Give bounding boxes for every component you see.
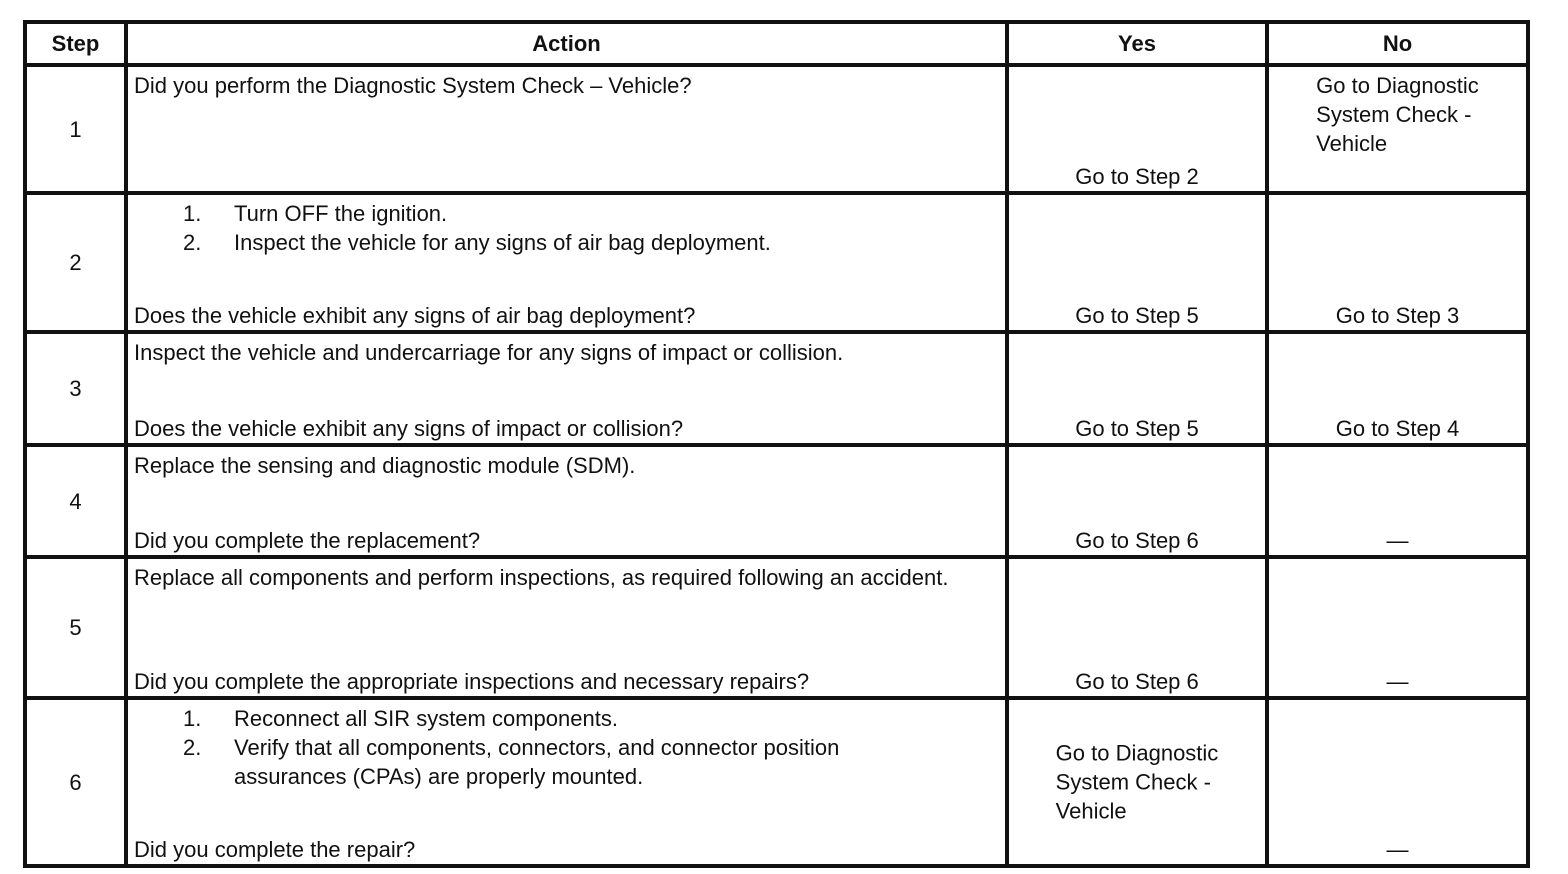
table-row <box>25 332 1528 445</box>
yes-result: Go to Step 6 <box>1075 528 1199 553</box>
no-result: Go to Step 3 <box>1335 303 1460 328</box>
no-cell <box>1267 332 1528 445</box>
yes-result: Go to Diagnostic System Check - Vehicle <box>1055 740 1219 824</box>
table-row <box>25 193 1528 332</box>
yes-cell <box>1007 332 1267 445</box>
step-number: 6 <box>25 698 126 866</box>
table-row <box>25 557 1528 698</box>
action-cell <box>126 65 1007 193</box>
action-cell <box>126 698 1007 866</box>
no-result: Go to Step 4 <box>1335 416 1460 441</box>
action-question: Does the vehicle exhibit any signs of impact or collision? <box>134 416 684 441</box>
action-text: Replace the sensing and diagnostic module (SDM). <box>134 453 636 478</box>
step-number: 4 <box>25 445 126 557</box>
yes-result: Go to Step 5 <box>1075 416 1199 441</box>
substep-item: 1. Turn OFF the ignition. <box>183 201 448 226</box>
substep-item: 2. Inspect the vehicle for any signs of air bag deployment. <box>183 230 771 255</box>
header-yes: Yes <box>1007 22 1267 65</box>
header-no: No <box>1267 22 1528 65</box>
yes-cell <box>1007 445 1267 557</box>
step-number: 5 <box>25 557 126 698</box>
action-question: Does the vehicle exhibit any signs of air bag deployment? <box>134 303 696 328</box>
no-cell <box>1267 557 1528 698</box>
substep-list <box>134 199 999 257</box>
substep-item: 2. Verify that all components, connectors, and connector position assurances (CPAs) are properly mounted. <box>183 735 840 789</box>
yes-cell <box>1007 193 1267 332</box>
no-result: — <box>1386 669 1409 694</box>
yes-cell <box>1007 65 1267 193</box>
no-result: — <box>1386 837 1409 862</box>
header-action: Action <box>126 22 1007 65</box>
yes-cell <box>1007 557 1267 698</box>
yes-result: Go to Step 6 <box>1075 669 1199 694</box>
header-step: Step <box>25 22 126 65</box>
yes-result: Go to Step 5 <box>1075 303 1199 328</box>
action-text: Replace all components and perform inspections, as required following an accident. <box>134 565 949 590</box>
no-cell <box>1267 65 1528 193</box>
action-question: Did you complete the replacement? <box>134 528 481 553</box>
action-cell <box>126 445 1007 557</box>
substep-item: 1. Reconnect all SIR system components. <box>183 706 618 731</box>
action-question: Did you complete the appropriate inspections and necessary repairs? <box>134 669 810 694</box>
action-cell <box>126 193 1007 332</box>
yes-result: Go to Step 2 <box>1075 164 1199 189</box>
step-number: 2 <box>25 193 126 332</box>
table-row <box>25 445 1528 557</box>
step-number: 3 <box>25 332 126 445</box>
no-result: — <box>1386 528 1409 553</box>
table-row <box>25 698 1528 866</box>
action-text: Inspect the vehicle and undercarriage for any signs of impact or collision. <box>134 340 844 365</box>
action-question: Did you complete the repair? <box>134 837 416 862</box>
no-cell <box>1267 698 1528 866</box>
table-header-row <box>25 22 1528 65</box>
no-cell <box>1267 193 1528 332</box>
no-cell <box>1267 445 1528 557</box>
no-result: Go to Diagnostic System Check - Vehicle <box>1316 73 1479 156</box>
substep-list <box>134 704 934 791</box>
table-row <box>25 65 1528 193</box>
diagnostic-table <box>23 20 1530 868</box>
action-cell <box>126 557 1007 698</box>
step-number: 1 <box>25 65 126 193</box>
action-text: Did you perform the Diagnostic System Check – Vehicle? <box>134 73 692 98</box>
yes-cell <box>1007 698 1267 866</box>
action-cell <box>126 332 1007 445</box>
